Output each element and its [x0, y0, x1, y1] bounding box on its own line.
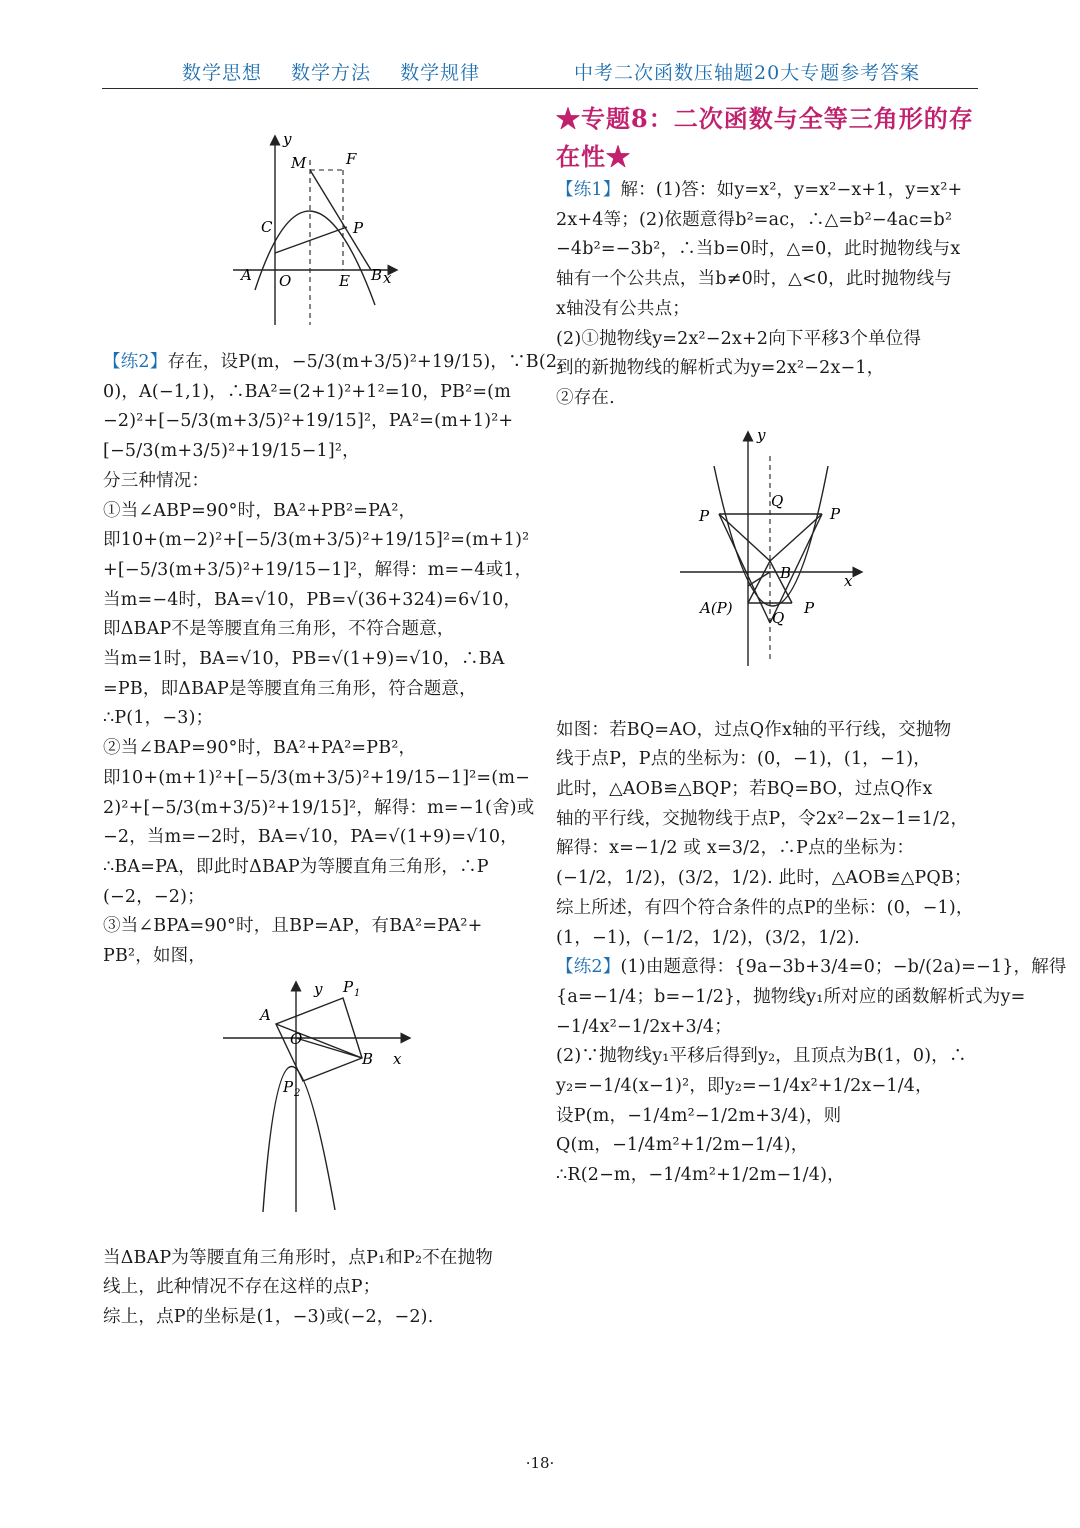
text-line: {a=−1/4；b=−1/2}，抛物线y₁所对应的函数解析式为y=: [556, 986, 1026, 1007]
section-title-2: 在性★: [556, 142, 631, 171]
section-title-1: ★专题8：二次函数与全等三角形的存: [556, 104, 974, 133]
label-p-right: P: [830, 504, 841, 523]
text-line: 综上，点P的坐标是(1，−3)或(−2，−2).: [103, 1307, 434, 1328]
text-line: 线上，此种情况不存在这样的点P；: [103, 1277, 381, 1298]
text-line: ∴R(2−m，−1/4m²+1/2m−1/4)，: [556, 1165, 845, 1186]
exercise-tag: 【练1】: [556, 180, 621, 200]
text-line: ①当∠ABP=90°时，BA²+PB²=PA²，: [103, 500, 417, 521]
header-right: 中考二次函数压轴题20大专题参考答案: [574, 62, 921, 84]
text-line: 此时，△AOB≌△BQP；若BQ=BO，过点Q作x: [556, 779, 933, 800]
text-line: 即ΔBAP不是等腰直角三角形，不符合题意，: [103, 619, 455, 640]
text-line: ②当∠BAP=90°时，BA²+PA²=PB²，: [103, 738, 417, 759]
page-header: [102, 52, 978, 89]
text-line: 到的新抛物线的解析式为y=2x²−2x−1，: [556, 358, 885, 379]
label-p2-sub: 2: [294, 1087, 301, 1099]
text-line: x轴没有公共点；: [556, 298, 690, 319]
text-line: 综上所述，有四个符合条件的点P的坐标：(0，−1)，: [556, 897, 974, 918]
text-line: 【练2】(1)由题意得：{9a−3b+3/4=0；−b/(2a)=−1}，解得: [556, 957, 1067, 978]
text-line: (1，−1)，(−1/2，1/2)，(3/2，1/2).: [556, 927, 860, 948]
text-line: −2，当m=−2时，BA=√10，PA=√(1+9)=√10，: [103, 827, 518, 848]
label-f: F: [346, 150, 357, 168]
text-line: ∴P(1，−3)；: [103, 708, 214, 729]
text-line: ∴BA=PA，即此时ΔBAP为等腰直角三角形，∴P: [103, 856, 489, 877]
text-line: (−2，−2)；: [103, 886, 205, 907]
label-ap: A(P): [700, 598, 733, 617]
text-line: =PB，即ΔBAP是等腰直角三角形，符合题意，: [103, 678, 477, 699]
text-line: −2)²+[−5/3(m+3/5)²+19/15]²，PA²=(m+1)²+: [103, 411, 514, 432]
text-line: 轴有一个公共点，当b≠0时，△<0，此时抛物线与: [556, 269, 953, 290]
text-line: 当ΔBAP为等腰直角三角形时，点P₁和P₂不在抛物: [103, 1247, 493, 1268]
text-line: (2)①抛物线y=2x²−2x+2向下平移3个单位得: [556, 328, 922, 349]
text-line: −4b²=−3b²，∴当b=0时，△=0，此时抛物线与x: [556, 239, 961, 260]
label-y: y: [283, 130, 292, 148]
text-line: 即10+(m−2)²+[−5/3(m+3/5)²+19/15]²=(m+1)²: [103, 530, 530, 551]
exercise-tag: 【练2】: [103, 352, 168, 372]
label-p1-sub: 1: [354, 987, 361, 999]
text-line: 【练1】解：(1)答：如y=x²，y=x²−x+1，y=x²+: [556, 180, 963, 200]
text-line: 即10+(m+1)²+[−5/3(m+3/5)²+19/15−1]²=(m−: [103, 767, 530, 788]
text-line: y₂=−1/4(x−1)²，即y₂=−1/4x²+1/2x−1/4，: [556, 1076, 933, 1097]
figure-parabola-pq: [556, 426, 984, 706]
text-line: (2)∵抛物线y₁平移后得到y₂，且顶点为B(1，0)，∴: [556, 1046, 967, 1067]
header-left: 数学思想 数学方法 数学规律: [182, 62, 481, 84]
label-e: E: [339, 272, 350, 290]
text-line: [−5/3(m+3/5)²+19/15−1]²，: [103, 441, 360, 462]
text-line: ②存在.: [556, 387, 615, 408]
text-line: 如图：若BQ=AO，过点Q作x轴的平行线，交抛物: [556, 719, 952, 740]
label-p: P: [353, 219, 364, 237]
text-line: (−1/2，1/2)，(3/2，1/2). 此时，△AOB≌△PQB；: [556, 868, 972, 889]
right-column: [556, 100, 1067, 1191]
label-a: A: [241, 266, 252, 284]
text-line: PB²，如图，: [103, 946, 207, 967]
label-q-bottom: Q: [772, 608, 785, 627]
label-m: M: [291, 154, 307, 172]
text-line: 0)，A(−1,1)，∴BA²=(2+1)²+1²=10，PB²=(m: [103, 381, 512, 402]
right-text-b: [556, 716, 1067, 1191]
text-line: 轴的平行线，交抛物线于点P，令2x²−2x−1=1/2，: [556, 808, 969, 829]
figure-square-p1p2: [103, 977, 528, 1222]
text-line: ③当∠BPA=90°时，且BP=AP，有BA²=PA²+: [103, 916, 483, 937]
label-x: x: [383, 269, 392, 287]
exercise-tag: 【练2】: [556, 957, 621, 978]
label-p-bottom: P: [804, 598, 815, 617]
text-line: 线于点P，P点的坐标为：(0，−1)，(1，−1)，: [556, 749, 931, 770]
label-b: B: [780, 563, 792, 582]
text-line: −1/4x²−1/2x+3/4；: [556, 1016, 732, 1037]
text-line: 2)²+[−5/3(m+3/5)²+19/15]²，解得：m=−1(舍)或: [103, 797, 535, 818]
label-a: A: [260, 1005, 271, 1024]
label-y: y: [314, 979, 323, 998]
left-column: [103, 100, 563, 1333]
label-x: x: [393, 1049, 402, 1068]
text-line: 设P(m，−1/4m²−1/2m+3/4)，则: [556, 1105, 842, 1126]
text-line: 【练2】存在，设P(m，−5/3(m+3/5)²+19/15)，∵B(2,: [103, 352, 563, 372]
label-b: B: [371, 266, 383, 284]
text-line: Q(m，−1/4m²+1/2m−1/4)，: [556, 1135, 809, 1156]
label-c: C: [261, 218, 273, 236]
label-q-top: Q: [771, 491, 784, 510]
text-line: 解得：x=−1/2 或 x=3/2，∴P点的坐标为：: [556, 838, 915, 859]
label-x: x: [844, 571, 853, 590]
text-line: 分三种情况：: [103, 470, 210, 491]
left-text-block: [103, 348, 563, 972]
label-p2: P: [283, 1077, 294, 1096]
figure-parabola-mf: [103, 100, 528, 332]
left-conclusion: [103, 1244, 528, 1333]
label-o: O: [279, 272, 292, 290]
right-text-a: [556, 176, 984, 414]
label-b: B: [362, 1049, 374, 1068]
text-line: 当m=−4时，BA=√10，PB=√(36+324)=6√10，: [103, 589, 522, 610]
label-p-left: P: [699, 506, 710, 525]
label-y: y: [757, 425, 766, 444]
page-number: ·18·: [525, 1454, 555, 1472]
text-line: +[−5/3(m+3/5)²+19/15−1]²，解得：m=−4或1，: [103, 559, 533, 580]
label-o: O: [290, 1029, 303, 1048]
text-line: 当m=1时，BA=√10，PB=√(1+9)=√10，∴BA: [103, 649, 505, 670]
label-p1: P: [343, 977, 354, 996]
text-line: 2x+4等；(2)依题意得b²=ac，∴△=b²−4ac=b²: [556, 209, 953, 230]
